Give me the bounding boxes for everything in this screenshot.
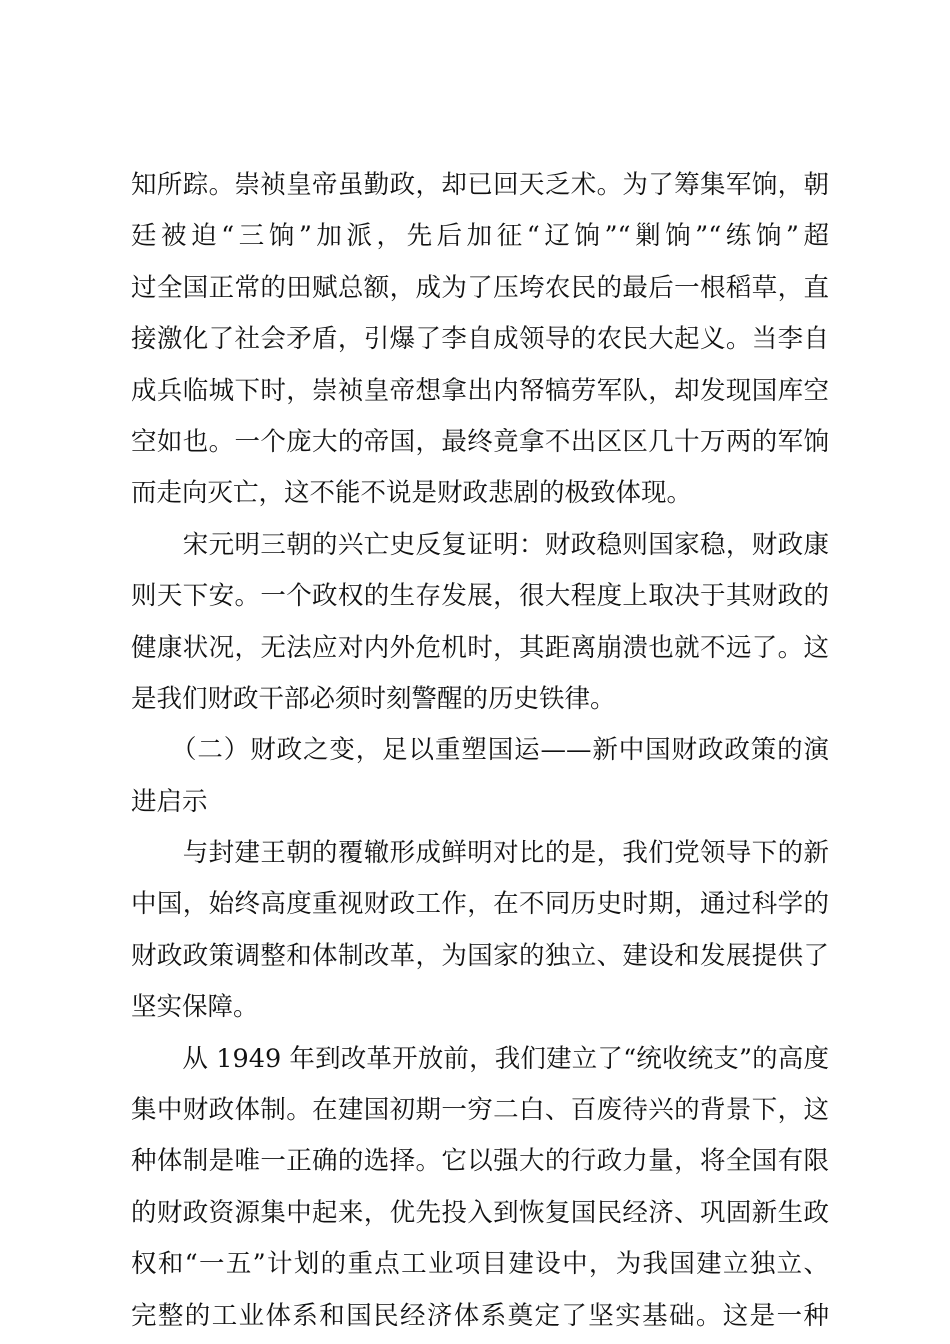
text-line: 的财政资源集中起来，优先投入到恢复国民经济、巩固新生政 — [131, 1197, 829, 1228]
text-line: 则天下安。一个政权的生存发展，很大程度上取决于其财政的 — [131, 581, 829, 612]
text-line: 成兵临城下时，崇祯皇帝想拿出内帑犒劳军队，却发现国库空 — [131, 375, 829, 406]
document-body — [131, 160, 829, 1342]
text-line: 知所踪。崇祯皇帝虽勤政，却已回天乏术。为了筹集军饷，朝 — [131, 170, 829, 200]
text-line: 完整的工业体系和国民经济体系奠定了坚实基础。这是一种 — [131, 1300, 829, 1331]
text-line: 中国，始终高度重视财政工作，在不同历史时期，通过科学的 — [131, 889, 829, 920]
text-line: 与封建王朝的覆辙形成鲜明对比的是，我们党领导下的新 — [131, 838, 829, 869]
text-line: 接激化了社会矛盾，引爆了李自成领导的农民大起义。当李自 — [131, 324, 829, 355]
text-line: 宋元明三朝的兴亡史反复证明：财政稳则国家稳，财政康 — [131, 529, 829, 560]
text-line: 过全国正常的田赋总额，成为了压垮农民的最后一根稻草，直 — [131, 272, 829, 303]
section-heading-line: （二）财政之变，足以重塑国运——新中国财政政策的演 — [131, 735, 829, 766]
text-line: 集中财政体制。在建国初期一穷二白、百废待兴的背景下，这 — [131, 1095, 829, 1126]
text-line: 坚实保障。 — [131, 992, 259, 1023]
text-line: 健康状况，无法应对内外危机时，其距离崩溃也就不远了。这 — [131, 632, 829, 663]
text-line: 而走向灭亡，这不能不说是财政悲剧的极致体现。 — [131, 478, 693, 509]
text-line: 空如也。一个庞大的帝国，最终竟拿不出区区几十万两的军饷 — [131, 426, 829, 457]
text-line: 权和“一五”计划的重点工业项目建设中，为我国建立独立、 — [131, 1249, 829, 1280]
section-heading-line: 进启示 — [131, 786, 208, 817]
text-line: 财政政策调整和体制改革，为国家的独立、建设和发展提供了 — [131, 940, 829, 971]
text-line: 廷被迫“三饷”加派，先后加征“辽饷”“剿饷”“练饷”超 — [131, 221, 829, 252]
text-line: 从 1949 年到改革开放前，我们建立了“统收统支”的高度 — [131, 1043, 829, 1074]
text-line: 种体制是唯一正确的选择。它以强大的行政力量，将全国有限 — [131, 1146, 829, 1177]
text-line: 是我们财政干部必须时刻警醒的历史铁律。 — [131, 683, 616, 714]
